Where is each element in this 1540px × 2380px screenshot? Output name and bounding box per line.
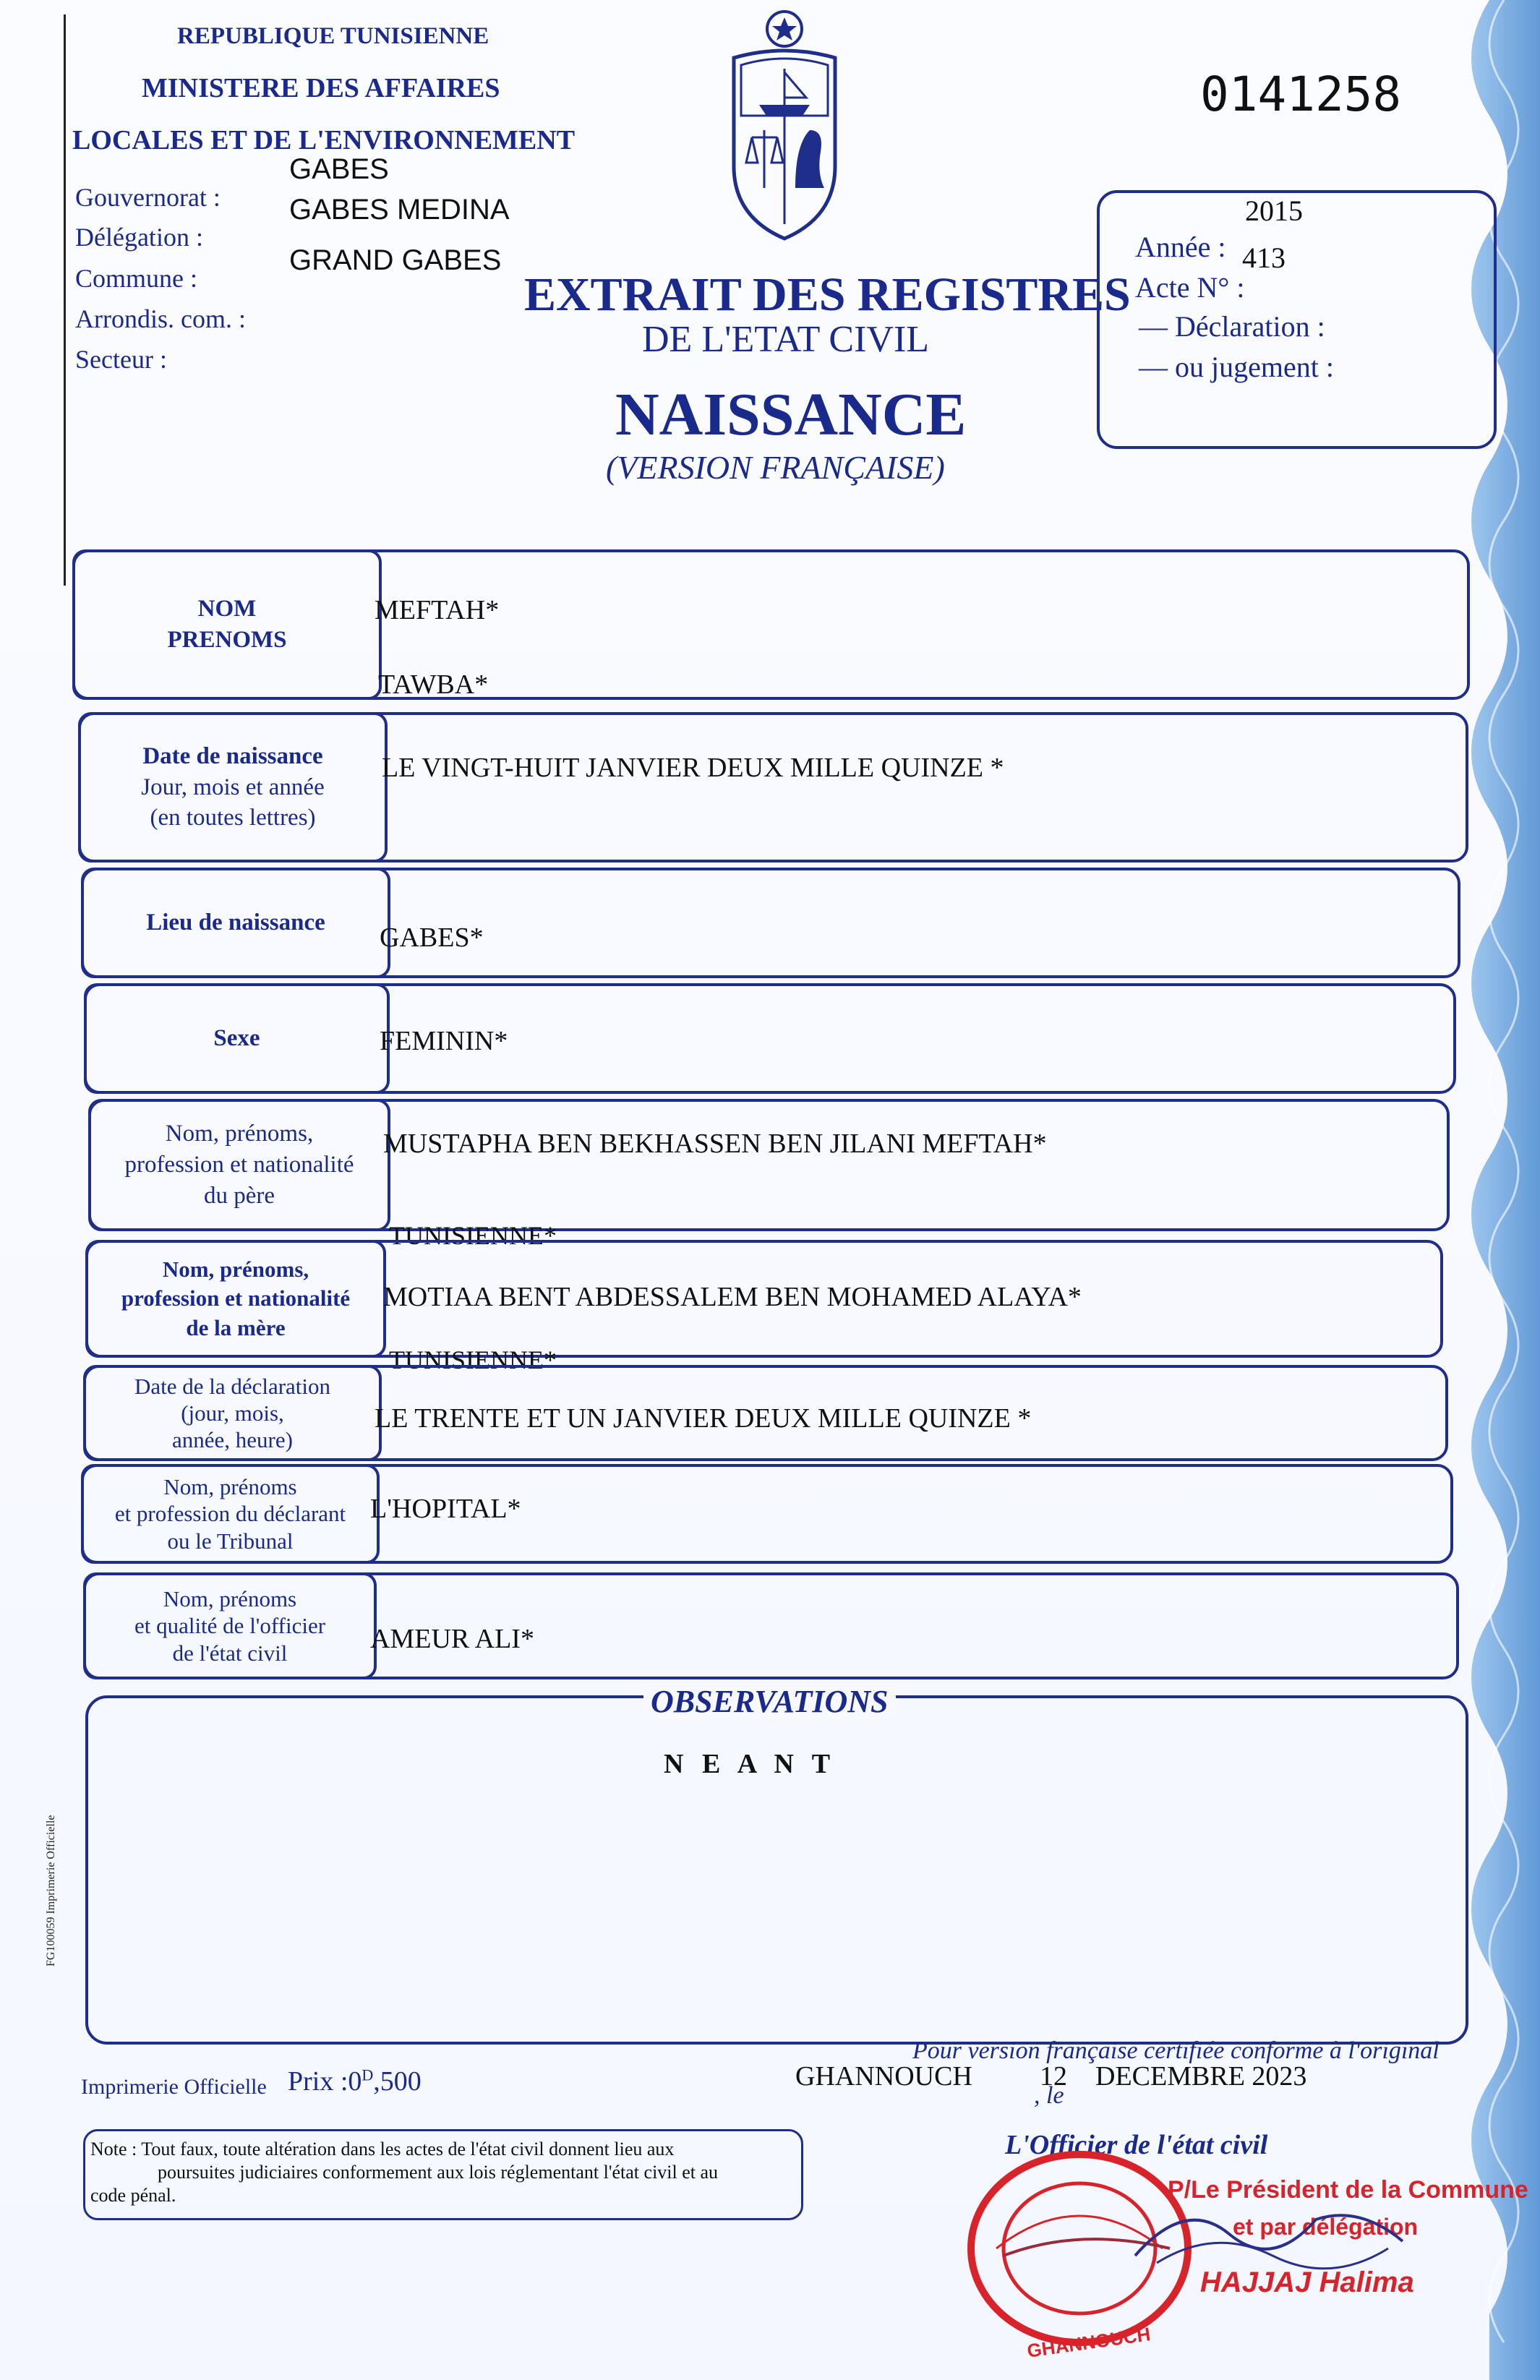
lieu-label-cell: Lieu de naissance	[81, 868, 390, 978]
observations-value: N E A N T	[664, 1749, 837, 1779]
imprimerie-label: Imprimerie Officielle	[81, 2075, 267, 2099]
pere-label-2: profession et nationalité	[124, 1152, 354, 1178]
ministry-line2: LOCALES ET DE L'ENVIRONNEMENT	[72, 125, 576, 155]
mere-label-2: profession et nationalité	[121, 1285, 351, 1311]
date-le-label: , le	[1034, 2082, 1064, 2109]
handwritten-signature-icon	[1128, 2183, 1432, 2285]
officer-title: L'Officier de l'état civil	[1005, 2130, 1268, 2160]
prix-rest: ,500	[373, 2066, 422, 2097]
title-naissance: NAISSANCE	[615, 381, 967, 448]
declarant-label-2: et profession du déclarant	[114, 1501, 346, 1527]
lieu-value: GABES*	[380, 923, 484, 953]
title-line2: DE L'ETAT CIVIL	[642, 319, 930, 360]
commune-value: GRAND GABES	[289, 244, 502, 276]
decl-label-3: année, heure)	[172, 1427, 293, 1453]
date-month-year: DECEMBRE 2023	[1095, 2061, 1307, 2092]
sexe-label-cell: Sexe	[84, 983, 390, 1094]
acte-label: Acte N° :	[1135, 271, 1245, 304]
officier-label-2: et qualité de l'officier	[134, 1613, 326, 1639]
declarant-label-1: Nom, prénoms	[163, 1474, 297, 1500]
date-day: 12	[1040, 2061, 1067, 2092]
delegation-value: GABES MEDINA	[289, 194, 510, 226]
ministry-line1: MINISTERE DES AFFAIRES	[142, 73, 500, 103]
republic-label: REPUBLIQUE TUNISIENNE	[177, 23, 489, 49]
pere-value: MUSTAPHA BEN BEKHASSEN BEN JILANI MEFTAH*	[383, 1129, 1047, 1159]
decl-value: LE TRENTE ET UN JANVIER DEUX MILLE QUINZE *	[375, 1403, 1032, 1434]
prix-label	[288, 2066, 422, 2097]
annee-value: 2015	[1245, 194, 1303, 227]
dob-label-3: (en toutes lettres)	[150, 805, 316, 831]
gouvernorat-label: Gouvernorat :	[75, 183, 221, 212]
mere-nationality: TUNISIENNE*	[389, 1345, 557, 1374]
officier-label-1: Nom, prénoms	[163, 1586, 297, 1612]
mere-label-3: de la mère	[186, 1314, 286, 1340]
sexe-value: FEMININ*	[380, 1026, 508, 1056]
note-line1: Note : Tout faux, toute altération dans les actes de l'état civil donnent lieu aux	[90, 2139, 675, 2159]
commune-label: Commune :	[75, 264, 197, 293]
pere-nationality: TUNISIENNE*	[389, 1221, 557, 1250]
declaration-label: — Déclaration :	[1139, 310, 1325, 343]
arrondis-label: Arrondis. com. :	[75, 304, 246, 333]
title-version: (VERSION FRANÇAISE)	[606, 449, 945, 486]
dob-label-1: Date de naissance	[142, 742, 323, 769]
dob-value: LE VINGT-HUIT JANVIER DEUX MILLE QUINZE *	[382, 753, 1004, 783]
pere-label-cell	[88, 1099, 390, 1231]
dob-label-2: Jour, mois et année	[141, 774, 325, 800]
signature-line1: P/Le Président de la Commune	[1168, 2176, 1528, 2204]
officier-label-3: de l'état civil	[172, 1640, 288, 1666]
acte-value: 413	[1242, 241, 1286, 274]
prenoms-label: PRENOMS	[167, 627, 287, 653]
nom-prenoms-label-cell	[72, 549, 382, 700]
note-line3: code pénal.	[90, 2185, 176, 2206]
prenoms-value: TAWBA*	[378, 669, 489, 700]
coat-of-arms-icon	[719, 7, 850, 246]
officier-value: AMEUR ALI*	[370, 1624, 534, 1654]
declarant-label-cell	[81, 1464, 380, 1564]
left-margin-rule	[64, 14, 66, 586]
mere-label-1: Nom, prénoms,	[162, 1257, 309, 1283]
title-line1: EXTRAIT DES REGISTRES	[524, 268, 1131, 321]
pere-label-3: du père	[203, 1182, 275, 1209]
secteur-label: Secteur :	[75, 345, 167, 374]
mere-value: MOTIAA BENT ABDESSALEM BEN MOHAMED ALAYA*	[383, 1282, 1082, 1312]
observations-title: OBSERVATIONS	[643, 1683, 896, 1720]
decl-label-2: (jour, mois,	[181, 1400, 284, 1426]
signature-line2: et par délégation	[1233, 2214, 1419, 2240]
delegation-label: Délégation :	[75, 223, 203, 252]
serial-number: 0141258	[1200, 67, 1402, 122]
annee-label: Année :	[1135, 231, 1226, 263]
stamp-text: GHANNOUCH	[1025, 2323, 1152, 2362]
mere-label-cell	[85, 1240, 386, 1358]
dob-label-cell	[78, 712, 388, 862]
signature-name: HAJJAJ Halima	[1200, 2266, 1414, 2298]
declarant-value: L'HOPITAL*	[370, 1494, 521, 1524]
prix-text: Prix :0	[288, 2066, 362, 2097]
note-line2: poursuites judiciaires conformement aux lois réglementant l'état civil et au	[158, 2162, 719, 2183]
certified-conform-text: Pour version française certifiée conforme à l'original	[912, 2037, 1440, 2064]
prix-sup: D	[362, 2066, 374, 2084]
nom-value: MEFTAH*	[375, 595, 500, 625]
place-value: GHANNOUCH	[795, 2061, 972, 2092]
nom-label: NOM	[197, 596, 257, 622]
officier-label-cell	[83, 1572, 377, 1679]
declarant-label-3: ou le Tribunal	[167, 1528, 294, 1554]
form-code: FG100059 Imprimerie Officielle	[45, 1815, 57, 1966]
gouvernorat-value: GABES	[289, 153, 389, 185]
jugement-label: — ou jugement :	[1139, 351, 1334, 383]
decl-label-cell	[83, 1365, 382, 1461]
decl-label-1: Date de la déclaration	[134, 1373, 331, 1399]
pere-label-1: Nom, prénoms,	[165, 1121, 314, 1147]
